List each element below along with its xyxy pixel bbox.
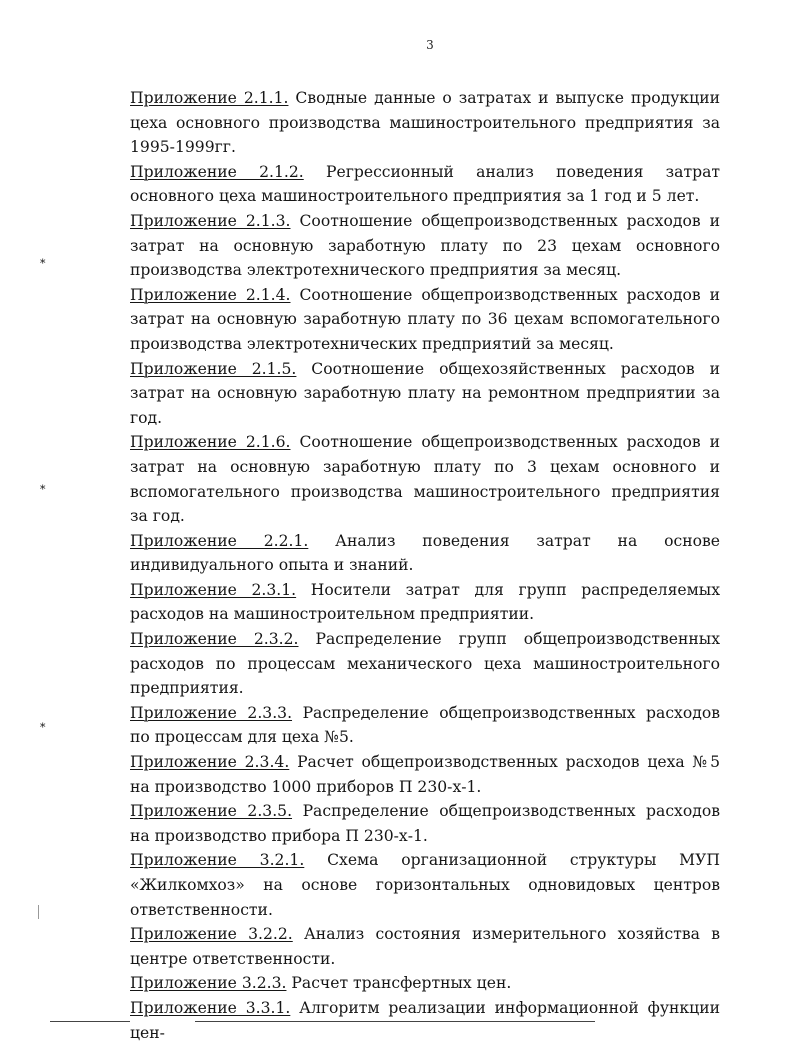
appendix-description: Соотношение общепроизводственных расходов и затрат на основную заработную плату по 36 цехам вспомогательного производства электротехнических предприятий за месяц.	[130, 285, 720, 353]
bottom-rule-left	[50, 1021, 130, 1022]
appendix-ref: Приложение 2.1.4.	[130, 285, 291, 304]
appendix-ref: Приложение 2.1.3.	[130, 211, 291, 230]
appendix-entry-3-2-1	[130, 848, 720, 922]
appendix-entry-2-3-5	[130, 799, 720, 848]
appendix-ref: Приложение 3.3.1.	[130, 998, 291, 1017]
appendix-description: Распределение общепроизводственных расходов по процессам для цеха №5.	[130, 703, 720, 747]
appendix-entry-2-3-1	[130, 578, 720, 627]
appendix-description: Сводные данные о затратах и выпуске продукции цеха основного производства машиностроительного предприятия за 1995-1999гг.	[130, 89, 720, 157]
appendix-ref: Приложение 2.3.2.	[130, 630, 299, 649]
appendix-ref: Приложение 2.1.6.	[130, 433, 291, 452]
appendix-description: Схема организационной структуры МУП «Жилкомхоз» на основе горизонтальных одновидовых центров ответственности.	[130, 851, 720, 919]
appendix-description: Анализ состояния измерительного хозяйства в центре ответственности.	[130, 925, 720, 968]
appendix-ref: Приложение 3.2.1.	[130, 851, 305, 870]
appendix-description: Расчет трансфертных цен.	[286, 974, 512, 993]
scan-artifact	[38, 905, 39, 919]
appendix-list	[130, 86, 720, 1045]
appendix-description: Соотношение общепроизводственных расходов и затрат на основную заработную плату по 3 цехам основного и вспомогательного производства машиностроительного предприятия за год.	[130, 433, 720, 526]
appendix-ref: Приложение 2.1.5.	[130, 359, 297, 378]
appendix-ref: Приложение 2.3.4.	[130, 753, 290, 772]
appendix-entry-3-2-2	[130, 922, 720, 971]
appendix-ref: Приложение 3.2.2.	[130, 925, 293, 944]
appendix-description: Алгоритм реализации информационной функции цен-	[130, 998, 720, 1042]
appendix-description: Распределение групп общепроизводственных расходов по процессам механического цеха машиностроительного предприятия.	[130, 630, 720, 698]
appendix-description: Анализ поведения затрат на основе индивидуального опыта и знаний.	[130, 531, 720, 575]
appendix-entry-2-1-1	[130, 86, 720, 160]
appendix-entry-2-1-5	[130, 357, 720, 431]
appendix-description: Носители затрат для групп распределяемых расходов на машиностроительном предприятии.	[130, 580, 720, 624]
asterisk-marker: *	[40, 257, 46, 270]
appendix-entry-2-3-3	[130, 701, 720, 750]
appendix-ref: Приложение 2.3.1.	[130, 580, 297, 599]
appendix-ref: Приложение 2.1.2.	[130, 162, 304, 181]
appendix-entry-2-2-1	[130, 529, 720, 578]
appendix-description: Распределение общепроизводственных расходов на производство прибора П 230-х-1.	[130, 802, 720, 845]
appendix-entry-2-1-6	[130, 430, 720, 528]
appendix-description: Регрессионный анализ поведения затрат основного цеха машиностроительного предприятия за 1 год и 5 лет.	[130, 162, 720, 206]
appendix-description: Соотношение общепроизводственных расходов и затрат на основную заработную плату по 23 цехам основного производства электротехнического предприятия за месяц.	[130, 211, 720, 280]
appendix-description: Расчет общепроизводственных расходов цеха №5 на производство 1000 приборов П 230-х-1.	[130, 753, 720, 796]
appendix-entry-2-1-2	[130, 160, 720, 209]
appendix-ref: Приложение 2.3.3.	[130, 703, 293, 722]
appendix-entry-2-3-2	[130, 627, 720, 701]
asterisk-marker: *	[40, 483, 46, 496]
appendix-entry-2-3-4	[130, 750, 720, 799]
appendix-entry-3-2-3	[130, 971, 720, 996]
appendix-ref: Приложение 2.1.1.	[130, 89, 289, 107]
appendix-entry-2-1-4	[130, 283, 720, 357]
appendix-ref: Приложение 3.2.3.	[130, 974, 287, 993]
asterisk-marker: *	[40, 721, 46, 734]
page-number: 3	[426, 38, 434, 52]
bottom-rule-right	[195, 1021, 595, 1022]
appendix-ref: Приложение 2.2.1.	[130, 531, 309, 550]
appendix-ref: Приложение 2.3.5.	[130, 802, 293, 821]
appendix-entry-2-1-3	[130, 209, 720, 283]
appendix-description: Соотношение общехозяйственных расходов и затрат на основную заработную плату на ремонтном предприятии за год.	[130, 359, 721, 427]
